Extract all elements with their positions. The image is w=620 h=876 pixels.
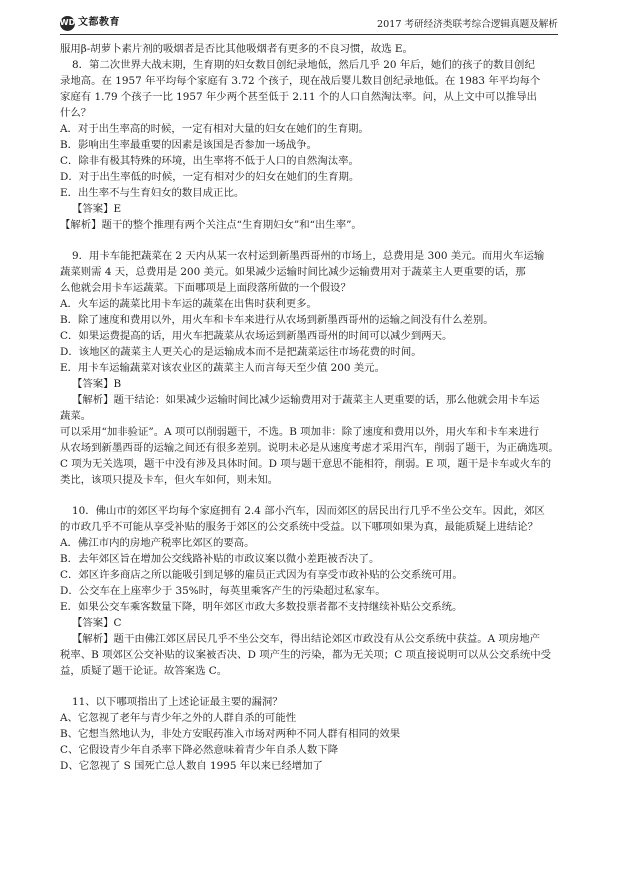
logo-icon: WD [60, 16, 75, 31]
text-line: 9．用卡车能把蔬菜在 2 天内从某一农村运到新墨西哥州的市场上，总费用是 300 美元。而用火车运输 [72, 250, 545, 262]
text-line: D．对于出生率低的时候，一定有相对少的妇女在她们的生育期。 [60, 171, 360, 183]
text-line: A．对于出生率高的时候，一定有相对大量的妇女在她们的生育期。 [60, 123, 369, 135]
text-line: 可以采用“加非验证”。A 项可以削弱题干，不选。B 项加非：除了速度和费用以外，用火车和卡车来进行 [60, 426, 540, 438]
text-line: 【解析】题干的整个推理有两个关注点“生育期妇女”和“出生率”。 [60, 219, 362, 231]
text-line: 家庭有 1.79 个孩子一比 1957 年少两个甚至低于 2.11 个的人口自然淘汰率。问，从上文中可以推导出 [60, 91, 537, 103]
text-line: 蔬菜则需 4 天，总费用是 200 美元。如果减少运输时间比减少运输费用对于蔬菜主人更重要的话，那 [60, 266, 526, 278]
text-line: 什么？ [60, 107, 92, 119]
text-line: C．除非有极其特殊的环境，出生率将不低于人口的自然淘汰率。 [60, 155, 359, 167]
text-line: 【答案】C [72, 617, 122, 629]
text-line: B．去年郊区旨在增加公交线路补贴的市政议案以微小差距被否决了。 [60, 553, 380, 565]
text-line: E．用卡车运输蔬菜对该农业区的蔬菜主人而言每天至少值 200 美元。 [60, 362, 385, 374]
text-line: 蔬菜。 [60, 410, 92, 422]
text-line: D．该地区的蔬菜主人更关心的是运输成本而不是把蔬菜运往市场花费的时间。 [60, 346, 422, 358]
text-line: 8．第二次世界大战末期，生育期的妇女数目创纪录地低，然后几乎 20 年后，她们的孩子的数目创纪 [72, 59, 535, 71]
text-line: 【解析】题干由佛江郊区居民几乎不坐公交车，得出结论郊区市政没有从公交系统中获益。A 项房地产 [72, 633, 540, 645]
text-line: E．如果公交车乘客数量下降，明年郊区市政大多数投票者都不支持继续补贴公交系统。 [60, 601, 463, 613]
text-line: A．佛江市内的房地产税率比郊区的要高。 [60, 537, 255, 549]
text-line: C 项为无关选项，题干中没有涉及具体时间。D 项与题干意思不能相符，削弱。E 项，题干是卡车或火车的 [60, 458, 551, 470]
text-line: 的市政几乎不可能从享受补贴的服务于郊区的公交系统中受益。以下哪项如果为真，最能质疑上进结论？ [60, 521, 538, 533]
text-line: B．影响出生率最重要的因素是该国是否参加一场战争。 [60, 139, 318, 151]
text-line: 11、以下哪项指出了上述论证最主要的漏洞？ [72, 696, 283, 708]
text-line: 么他就会用卡车运蔬菜。下面哪项是上面段落所做的一个假设？ [60, 282, 351, 294]
logo-text: 文都教育 [78, 17, 120, 28]
text-line: D、它忽视了 S 国死亡总人数自 1995 年以来已经增加了 [60, 760, 323, 772]
text-line: 【解析】题干结论：如果减少运输时间比减少运输费用对于蔬菜主人更重要的话，那么他就会用卡车运 [72, 394, 540, 406]
text-line: C．如果运费提高的话，用火车把蔬菜从农场运到新墨西哥州的时间可以减少到两天。 [60, 330, 453, 342]
paragraph-gap [60, 488, 560, 503]
text-line: 类比，该项只提及卡车，但火车如何，则未知。 [60, 474, 279, 486]
page-header [60, 14, 558, 35]
text-line: 录地高。在 1957 年平均每个家庭有 3.72 个孩子，现在战后婴儿数目创纪录地低。在 1983 年平均每个 [60, 75, 541, 87]
text-line: 【答案】E [72, 203, 122, 215]
document-body [60, 41, 560, 774]
text-line: B、它想当然地认为，非处方安眠药准入市场对两种不同人群有相同的效果 [60, 728, 401, 740]
text-line: 服用β-胡萝卜素片剂的吸烟者是否比其他吸烟者有更多的不良习惯，故选 E。 [60, 43, 413, 55]
text-line: 税率、B 项郊区公交补贴的议案被否决、D 项产生的污染，都为无关项；C 项直接说明可以从公交系统中受 [60, 649, 552, 661]
text-line: 【答案】B [72, 378, 122, 390]
paragraph-gap [60, 233, 560, 248]
text-line: D．公交车在上座率少于 35%时，每英里乘客产生的污染超过私家车。 [60, 585, 386, 597]
text-line: 从农场到新墨西哥的运输之间还有很多差别。说明未必是从速度考虑才采用汽车，削弱了题干，为正确选项。 [60, 442, 559, 454]
text-line: A．火车运的蔬菜比用卡车运的蔬菜在出售时获利更多。 [60, 298, 317, 310]
text-line: A、它忽视了老年与青少年之外的人群自杀的可能性 [60, 712, 297, 724]
text-line: C．郊区许多商店之所以能吸引到足够的雇员正式因为有享受市政补贴的公交系统可用。 [60, 569, 463, 581]
text-line: C、它假设青少年自杀率下降必然意味着青少年自杀人数下降 [60, 744, 339, 756]
text-line: 10．佛山市的郊区平均每个家庭拥有 2.4 部小汽车，因而郊区的居民出行几乎不坐公交车。因此，郊区 [72, 505, 545, 517]
text-line: B．除了速度和费用以外，用火车和卡车来进行从农场到新墨西哥州的运输之间没有什么差别。 [60, 314, 494, 326]
paragraph-gap [60, 679, 560, 694]
text-line: 益，质疑了题干论证。故答案选 C。 [60, 665, 228, 677]
publisher-logo [60, 15, 120, 31]
text-line: E．出生率不与生育妇女的数目成正比。 [60, 187, 245, 199]
header-title: 2017 考研经济类联考综合逻辑真题及解析 [377, 19, 558, 30]
